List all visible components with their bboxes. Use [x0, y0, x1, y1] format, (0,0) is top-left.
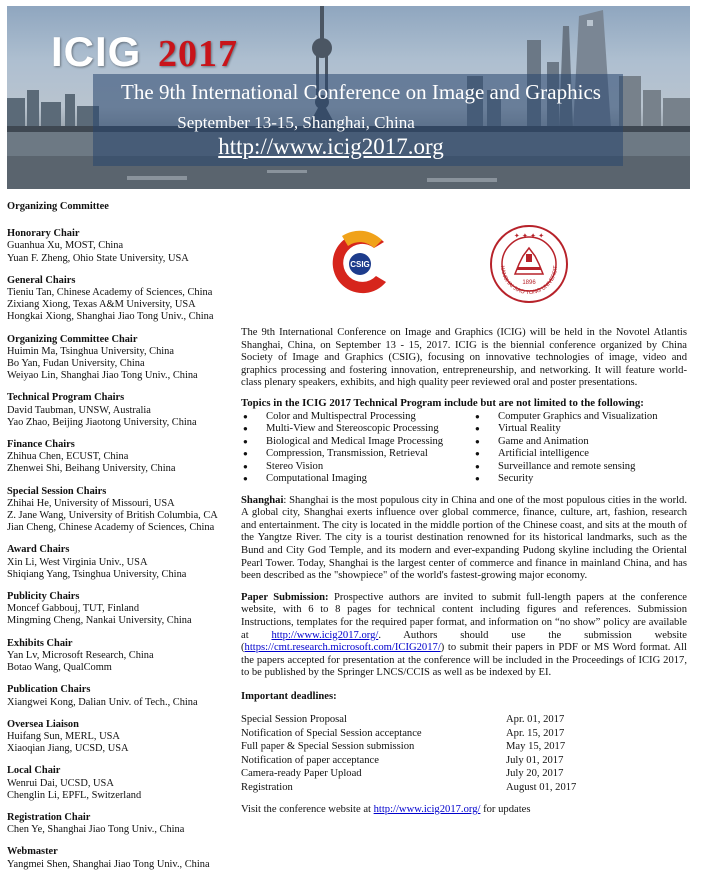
committee-group: [7, 486, 237, 535]
topic-item: ● Game and Animation: [473, 436, 658, 449]
deadline-row: [241, 713, 687, 726]
committee-member: Huifang Sun, MERL, USA: [7, 730, 120, 742]
topics-column-2: [473, 411, 658, 486]
submission-text-1: Prospective authors are invited to submit full-length papers at the conference website, with 6 to 8 pages for technical content including figures and references. Submission Instructions, templates for the required paper format, and information on “no show” policy are available at: [241, 591, 688, 641]
footer-website-link[interactable]: http://www.icig2017.org/: [373, 803, 481, 815]
conference-website-link[interactable]: http://www.icig2017.org/: [271, 629, 379, 641]
deadline-event: Notification of Special Session acceptance: [241, 727, 422, 739]
deadline-row: [241, 767, 687, 780]
committee-group: [7, 439, 237, 476]
committee-group: [7, 275, 237, 324]
committee-member: Wenrui Dai, UCSD, USA: [7, 777, 114, 789]
committee-member: Xiangwei Kong, Dalian Univ. of Tech., China: [7, 696, 198, 708]
committee-group-heading: Award Chairs: [7, 544, 70, 556]
topic-item: ● Computational Imaging: [241, 473, 473, 486]
committee-member: Yuan F. Zheng, Ohio State University, USA: [7, 252, 189, 264]
topic-item: ● Multi-View and Stereoscopic Processing: [241, 423, 473, 436]
committee-group-heading: Finance Chairs: [7, 439, 75, 451]
csig-logo-text: CSIG: [350, 260, 370, 269]
deadline-date: August 01, 2017: [506, 781, 577, 793]
deadline-row: [241, 727, 687, 740]
submission-label: Paper Submission:: [241, 591, 329, 603]
committee-group: [7, 684, 237, 708]
main-content-column: [241, 327, 687, 817]
committee-member: Yao Zhao, Beijing Jiaotong University, China: [7, 416, 197, 428]
committee-group-heading: Exhibits Chair: [7, 637, 73, 649]
logo-year: 2017: [158, 33, 239, 75]
committee-group-heading: General Chairs: [7, 274, 76, 286]
committee-member: Zhihua Chen, ECUST, China: [7, 451, 129, 463]
committee-member: Botao Wang, QualComm: [7, 662, 112, 674]
deadline-event: Special Session Proposal: [241, 714, 347, 726]
paper-submission-paragraph: [241, 592, 687, 680]
committee-member: Guanhua Xu, MOST, China: [7, 240, 124, 252]
committee-group: [7, 638, 237, 675]
deadline-date: May 15, 2017: [506, 741, 566, 753]
header-banner: [7, 6, 690, 189]
committee-member: Tieniu Tan, Chinese Academy of Sciences, China: [7, 287, 213, 299]
shanghai-paragraph: [241, 495, 687, 583]
committee-group-heading: Organizing Committee Chair: [7, 333, 138, 345]
submission-text-2: . Authors should use the submission website (: [241, 629, 687, 654]
committee-group: [7, 544, 237, 581]
deadline-date: July 01, 2017: [506, 754, 564, 766]
organizing-committee-column: [7, 201, 237, 881]
committee-group-heading: Local Chair: [7, 765, 61, 777]
committee-group-heading: Webmaster: [7, 846, 58, 858]
footer-text-2: for updates: [480, 803, 531, 815]
committee-member: Xin Li, West Virginia Univ., USA: [7, 556, 148, 568]
committee-group: [7, 846, 237, 870]
intro-paragraph: The 9th International Conference on Image and Graphics (ICIG) will be held in the Novotel Atlantis Shanghai, China, on September 13 - 15, 2017. ICIG is the biennial conference organized by China Society of Image and Graphics (CSIG), focusing on innovative technologies of image, video and graphics processing and fostering innovation, entrepreneurship, and networking. It will feature world-class plenary speakers, exhibits, and high quality peer reviewed oral and poster presentations.: [241, 327, 687, 389]
deadlines-heading: Important deadlines:: [241, 690, 337, 702]
shanghai-text: : Shanghai is the most populous city in China and one of the most populous cities in the world. A global city, Shanghai exerts influence over global commerce, finance, culture, art, fashion, research and entertainment. The city is located in the middle portion of the Chinese coast, and sits at the mouth of the Yangtze River. The city is a tourist destination renowned for its historical landmarks, such as the Bund and City God Temple, and its modern and ever-expanding Pudong skyline including the Oriental Pearl Tower. Today, Shanghai is the largest center of commerce and finance in mainland China, and has been described as the "showpiece" of the world's fastest-growing major economy.: [241, 494, 687, 582]
deadline-row: [241, 754, 687, 767]
footer-text-1: Visit the conference website at: [241, 803, 374, 815]
sjtu-logo-text: HANGHAI JIAO TONG UNIVERSIT: [498, 265, 560, 297]
committee-member: Yangmei Shen, Shanghai Jiao Tong Univ., China: [7, 858, 210, 870]
committee-member: Moncef Gabbouj, TUT, Finland: [7, 603, 140, 615]
sjtu-logo-top-mark: ✦ ✦ ✦ ✦: [513, 232, 545, 240]
committee-member: Yan Lv, Microsoft Research, China: [7, 649, 154, 661]
sjtu-logo: [489, 224, 569, 304]
committee-group-heading: Oversea Liaison: [7, 718, 79, 730]
deadline-date: July 20, 2017: [506, 768, 564, 780]
conference-title: The 9th International Conference on Image and Graphics: [121, 80, 601, 104]
committee-member: Bo Yan, Fudan University, China: [7, 358, 145, 370]
conference-url-link[interactable]: http://www.icig2017.org: [218, 134, 444, 159]
committee-group-heading: Publication Chairs: [7, 684, 91, 696]
committee-group: [7, 765, 237, 802]
committee-member: Zixiang Xiong, Texas A&M University, USA: [7, 299, 196, 311]
conference-dates: September 13-15, Shanghai, China: [177, 113, 415, 132]
committee-member: Chen Ye, Shanghai Jiao Tong Univ., China: [7, 824, 185, 836]
committee-group-heading: Publicity Chairs: [7, 591, 80, 603]
topic-item: ● Computer Graphics and Visualization: [473, 411, 658, 424]
committee-member: David Taubman, UNSW, Australia: [7, 404, 151, 416]
deadline-event: Registration: [241, 781, 293, 793]
shanghai-label: Shanghai: [241, 494, 284, 506]
icig-logo: [51, 28, 238, 76]
committee-member: Zhihai He, University of Missouri, USA: [7, 497, 175, 509]
committee-group-heading: Honorary Chair: [7, 228, 80, 240]
committee-member: Chenglin Li, EPFL, Switzerland: [7, 789, 142, 801]
csig-logo: [322, 226, 398, 302]
committee-member: Mingming Cheng, Nankai University, China: [7, 615, 192, 627]
committee-member: Jian Cheng, Chinese Academy of Sciences, China: [7, 522, 215, 534]
topic-item: ● Color and Multispectral Processing: [241, 411, 473, 424]
topics-list: [241, 411, 687, 486]
committee-group: [7, 719, 237, 756]
committee-groups: [7, 228, 237, 871]
committee-member: Z. Jane Wang, University of British Columbia, CA: [7, 510, 218, 522]
footer-visit-line: [241, 804, 687, 817]
topic-item: ● Compression, Transmission, Retrieval: [241, 448, 473, 461]
deadlines-table: [241, 713, 687, 793]
committee-member: Shiqiang Yang, Tsinghua University, China: [7, 568, 187, 580]
topic-item: ● Stereo Vision: [241, 461, 473, 474]
deadline-row: [241, 740, 687, 753]
cmt-submission-link[interactable]: https://cmt.research.microsoft.com/ICIG2017/: [244, 642, 441, 654]
sjtu-logo-year: 1896: [522, 280, 536, 286]
committee-group-heading: Registration Chair: [7, 811, 91, 823]
deadline-event: Notification of paper acceptance: [241, 754, 379, 766]
committee-member: Huimin Ma, Tsinghua University, China: [7, 345, 174, 357]
committee-member: Xiaoqian Jiang, UCSD, USA: [7, 743, 129, 755]
committee-title: Organizing Committee: [7, 201, 109, 212]
deadline-event: Camera-ready Paper Upload: [241, 768, 362, 780]
committee-member: Weiyao Lin, Shanghai Jiao Tong Univ., China: [7, 370, 198, 382]
topic-item: ● Artificial intelligence: [473, 448, 658, 461]
deadline-event: Full paper & Special Session submission: [241, 741, 415, 753]
deadline-row: [241, 781, 687, 794]
topic-item: ● Virtual Reality: [473, 423, 658, 436]
deadline-date: Apr. 15, 2017: [506, 727, 565, 739]
logo-acronym: ICIG: [51, 28, 142, 75]
committee-group: [7, 228, 237, 265]
topic-item: ● Biological and Medical Image Processing: [241, 436, 473, 449]
submission-text-3: ) to submit their papers in PDF or MS Word format. All the papers accepted for presentation at the conference will be included in the Proceedings of ICIG 2017, to be published by the Springer LNCS/CCIS as well as be indexed by EI.: [241, 642, 687, 679]
topic-item: ● Surveillance and remote sensing: [473, 461, 658, 474]
topics-column-1: [241, 411, 473, 486]
committee-group-heading: Technical Program Chairs: [7, 392, 125, 404]
deadline-date: Apr. 01, 2017: [506, 714, 565, 726]
committee-group: [7, 392, 237, 429]
topics-heading: Topics in the ICIG 2017 Technical Program include but are not limited to the following:: [241, 396, 644, 409]
committee-group: [7, 812, 237, 836]
committee-member: Hongkai Xiong, Shanghai Jiao Tong Univ., China: [7, 311, 214, 323]
committee-member: Zhenwei Shi, Beihang University, China: [7, 463, 176, 475]
committee-group: [7, 591, 237, 628]
committee-group: [7, 334, 237, 383]
topic-item: ● Security: [473, 473, 658, 486]
committee-group-heading: Special Session Chairs: [7, 485, 107, 497]
